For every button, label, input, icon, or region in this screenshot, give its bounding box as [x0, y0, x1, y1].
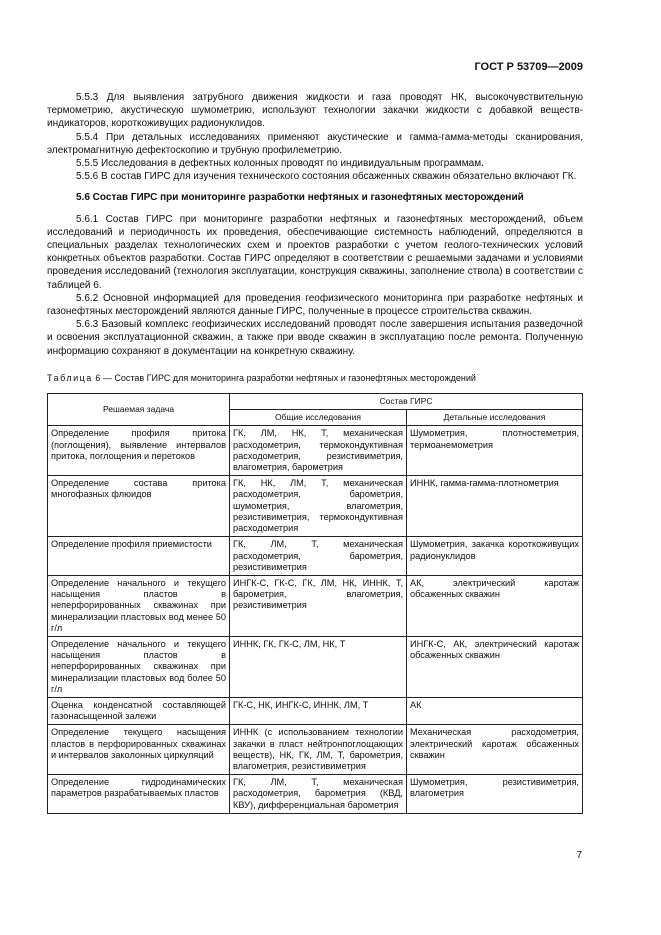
cell-general: ИНГК-С, ГК-С, ГК, ЛМ, НК, ИННК, Т, барометрия, влагометрия, резистивиметрия	[230, 575, 407, 636]
cell-task: Оценка конденсатной составляющей газонасыщенной залежи	[48, 697, 230, 724]
cell-detailed: АК, электрический каротаж обсаженных скважин	[407, 575, 583, 636]
girs-table	[47, 393, 583, 814]
section-heading: 5.6 Состав ГИРС при мониторинге разработки нефтяных и газонефтяных месторождений	[76, 192, 524, 204]
paragraph-5-5-5: 5.5.5 Исследования в дефектных колонных проводят по индивидуальным программам.	[76, 158, 484, 170]
header-general: Общие исследования	[230, 410, 407, 426]
cell-detailed: АК	[407, 697, 583, 724]
header-detailed: Детальные исследования	[407, 410, 583, 426]
table-header-row	[48, 394, 583, 410]
cell-detailed: Шумометрия, плотностеметрия, термоанемометрия	[407, 426, 583, 476]
cell-detailed: Механическая расходометрия, электрический каротаж обсаженных скважин	[407, 725, 583, 775]
header-task: Решаемая задача	[48, 394, 230, 426]
document-code: ГОСТ Р 53709—2009	[474, 61, 583, 73]
page-number: 7	[576, 850, 582, 861]
cell-task: Определение профиля приемистости	[48, 537, 230, 576]
cell-detailed: ИННК, гамма-гамма-плотнометрия	[407, 476, 583, 537]
table-row	[48, 636, 583, 697]
table-row	[48, 426, 583, 476]
cell-task: Определение начального и текущего насыщения пластов в неперфорированных скважинах при минерализации пластовых вод более 50 г/л	[48, 636, 230, 697]
header-girs-group: Состав ГИРС	[230, 394, 583, 410]
paragraph-5-5-6: 5.5.6 В состав ГИРС для изучения технического состояния обсаженных скважин обязательно включают ГК.	[76, 171, 577, 183]
cell-task: Определение гидродинамических параметров разрабатываемых пластов	[48, 775, 230, 814]
cell-detailed: Шумометрия, резистивиметрия, влагометрия	[407, 775, 583, 814]
cell-general: ИННК, ГК, ГК-С, ЛМ, НК, Т	[230, 636, 407, 697]
table-row	[48, 575, 583, 636]
table-row	[48, 775, 583, 814]
cell-task: Определение состава притока многофазных флюидов	[48, 476, 230, 537]
document-body	[47, 91, 583, 814]
cell-general: ГК, НК, ЛМ, Т, механическая расходометрия, барометрия, шумометрия, влагометрия, резистивиметрия, термокондуктивная расходометрия	[230, 476, 407, 537]
table-row	[48, 725, 583, 775]
paragraph-5-5-4: 5.5.4 При детальных исследованиях применяют акустические и гамма-гамма-методы сканирования, электромагнитную дефектоскопию и трубную профилеметрию.	[47, 131, 583, 156]
table-caption-label: Таблица	[47, 372, 93, 383]
paragraph-5-5-3: 5.5.3 Для выявления затрубного движения жидкости и газа проводят НК, высокочувствительную термометрию, акустическую шумометрию, используют технологии закачки жидкости с добавкой веществ-индикаторов, короткоживущих радионуклидов.	[47, 92, 583, 130]
cell-detailed: ИНГК-С, АК, электрический каротаж обсаженных скважин	[407, 636, 583, 697]
table-row	[48, 697, 583, 724]
cell-general: ГК-С, НК, ИНГК-С, ИННК, ЛМ, Т	[230, 697, 407, 724]
cell-general: ГК, ЛМ, НК, Т, механическая расходометрия, термокондуктивная расходометрия, резистивиметрия, влагометрия, барометрия	[230, 426, 407, 476]
table-row	[48, 537, 583, 576]
cell-task: Определение начального и текущего насыщения пластов в неперфорированных скважинах при минерализации пластовых вод менее 50 г/л	[48, 575, 230, 636]
paragraph-5-6-2: 5.6.2 Основной информацией для проведения геофизического мониторинга при разработке нефтяных и газонефтяных месторождений являются данные ГИРС, полученные в процессе строительства скважин.	[47, 292, 583, 318]
cell-general: ИННК (с использованием технологии закачки в пласт нейтронпоглощающих веществ), НК, ГК, ЛМ, Т, барометрия, влагометрия, резистивиметрия	[230, 725, 407, 775]
paragraph-5-6-3: 5.6.3 Базовый комплекс геофизических исследований проводят после завершения испытания разведочной и освоения эксплуатационной скважин, а также при вводе скважин в эксплуатацию после ремонта. Полученную информацию сохраняют в документации на конкретную скважину.	[47, 319, 583, 357]
paragraph-5-6-1: 5.6.1 Состав ГИРС при мониторинге разработки нефтяных и газонефтяных месторождений, объем исследований и периодичность их проведения, обеспечивающие системность наблюдений, определяются в специальных разделах технологических схем и проектов разработки с учетом геолого-технических условий конкретных объектов разработки. Состав ГИРС определяют в соответствии с решаемыми задачами и условиями проведения исследований (технология эксплуатации, конструкция скважины, заполнение ствола) в соответствии с таблицей 6.	[47, 213, 583, 291]
cell-detailed: Шумометрия, закачка короткоживущих радионуклидов	[407, 537, 583, 576]
cell-task: Определение текущего насыщения пластов в перфорированных скважинах и интервалов заколонных циркуляций	[48, 725, 230, 775]
cell-general: ГК, ЛМ, Т, механическая расходометрия, барометрия (КВД, КВУ), дифференциальная барометрия	[230, 775, 407, 814]
cell-general: ГК, ЛМ, Т, механическая расходометрия, барометрия, резистивиметрия	[230, 537, 407, 576]
table-caption	[47, 372, 583, 385]
table-body	[48, 426, 583, 813]
cell-task: Определение профиля притока (поглощения), выявление интервалов притока, поглощения и перетоков	[48, 426, 230, 476]
table-row	[48, 476, 583, 537]
table-caption-text: 6 — Состав ГИРС для мониторинга разработки нефтяных и газонефтяных месторождений	[95, 372, 476, 383]
